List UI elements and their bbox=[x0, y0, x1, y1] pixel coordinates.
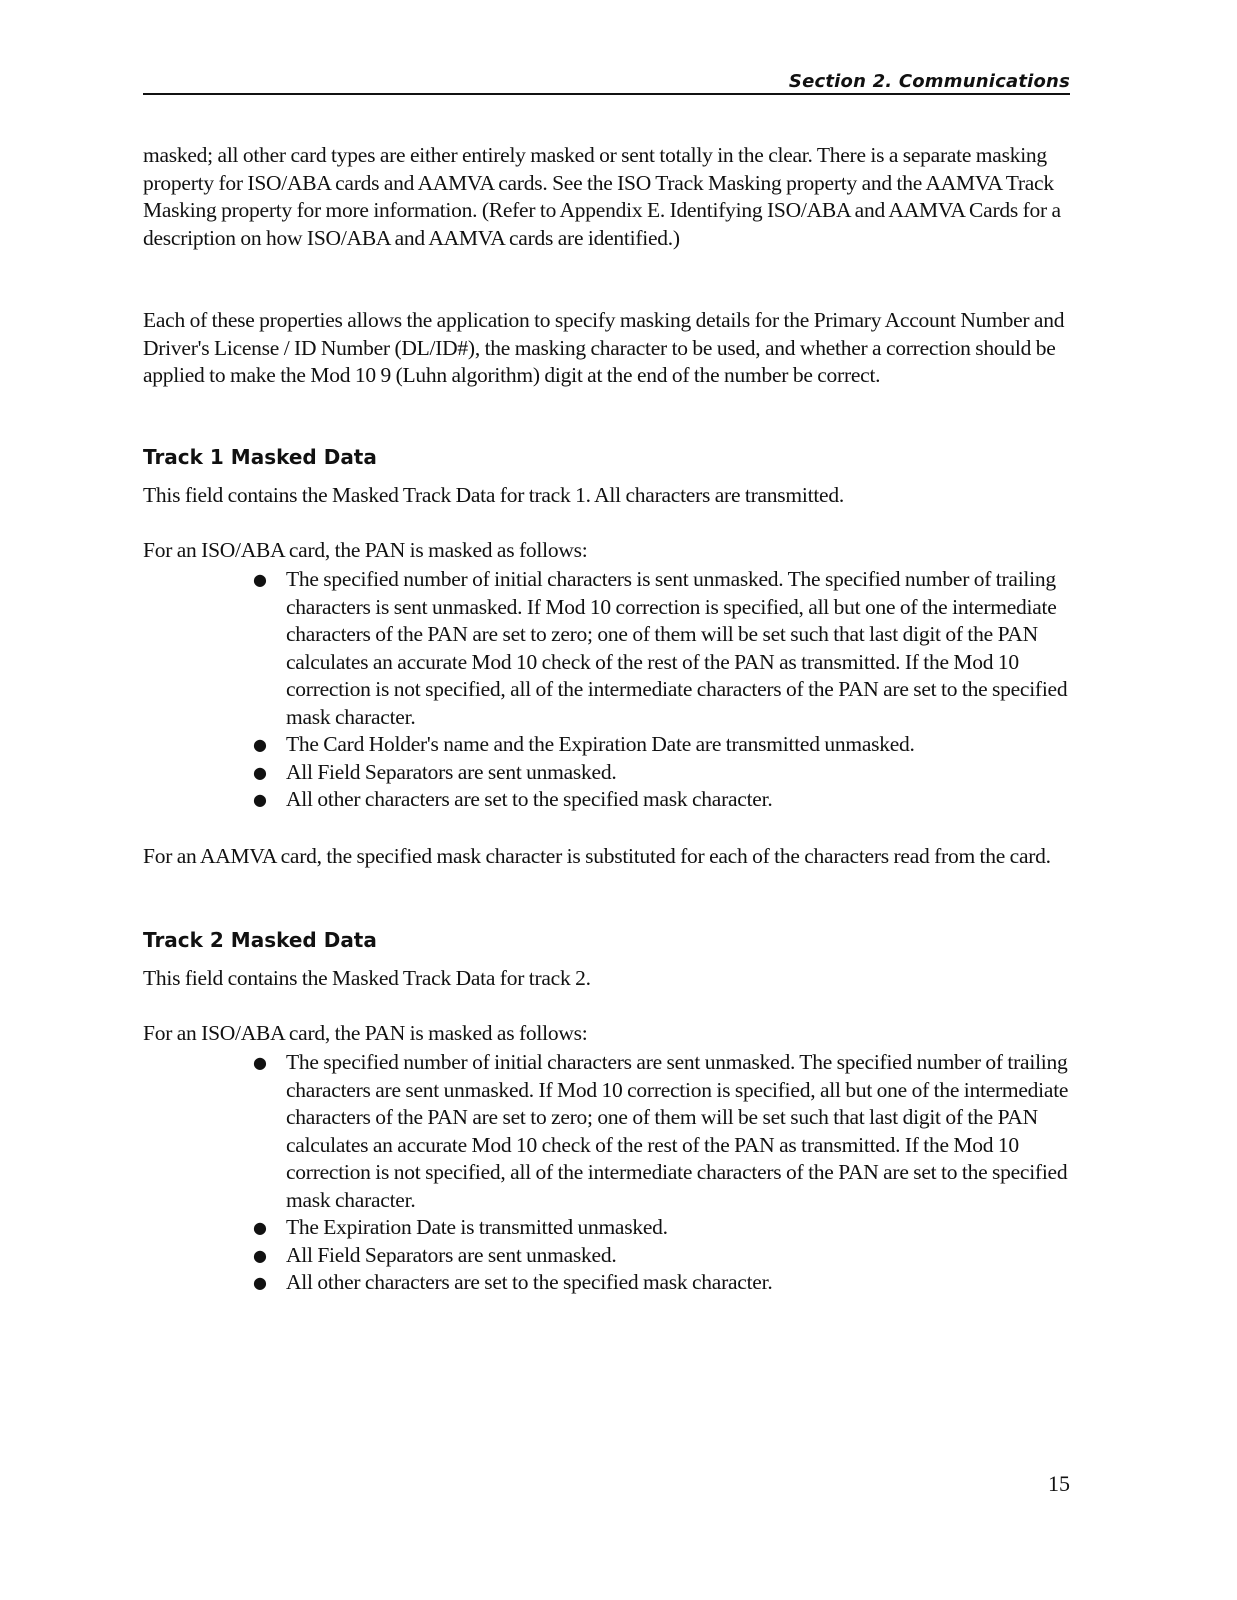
page-number: 15 bbox=[1048, 1471, 1070, 1496]
list-item bbox=[250, 731, 1072, 759]
list-item bbox=[250, 1214, 1072, 1242]
bullet-text: The Expiration Date is transmitted unmasked. bbox=[286, 1215, 668, 1239]
bullet-text: The specified number of initial characters are sent unmasked. The specified number of trailing characters are sent unmasked. If Mod 10 correction is specified, all but one of the intermediate characters of the PAN are set to zero; one of them will be set such that last digit of the PAN calculates an accurate Mod 10 check of the rest of the PAN as transmitted. If the Mod 10 correction is not specified, all of the intermediate characters of the PAN are set to the specified mask character. bbox=[286, 1050, 1069, 1212]
list-item bbox=[250, 786, 1072, 814]
track2-bullet-list bbox=[250, 1049, 1072, 1297]
track1-description: This field contains the Masked Track Data for track 1. All characters are transmitted. bbox=[143, 483, 844, 507]
list-item bbox=[250, 759, 1072, 787]
bullet-icon: ● bbox=[253, 735, 267, 754]
header-rule bbox=[143, 93, 1070, 95]
list-item bbox=[250, 1242, 1072, 1270]
track2-iso-intro: For an ISO/ABA card, the PAN is masked as follows: bbox=[143, 1021, 588, 1045]
bullet-text: The Card Holder's name and the Expiration Date are transmitted unmasked. bbox=[286, 732, 915, 756]
track2-heading: Track 2 Masked Data bbox=[143, 928, 377, 952]
track1-bullet-list bbox=[250, 566, 1072, 814]
list-item bbox=[250, 566, 1072, 731]
bullet-icon: ● bbox=[253, 1273, 267, 1292]
bullet-icon: ● bbox=[253, 1245, 267, 1265]
bullet-icon: ● bbox=[253, 762, 267, 782]
bullet-text: All other characters are set to the specified mask character. bbox=[286, 787, 773, 811]
track1-heading: Track 1 Masked Data bbox=[143, 445, 377, 469]
bullet-text: All Field Separators are sent unmasked. bbox=[286, 759, 617, 784]
list-item bbox=[250, 1269, 1072, 1297]
intro-paragraph-2: Each of these properties allows the application to specify masking details for the Primary Account Number and Driver's License / ID Number (DL/ID#), the masking character to be used, and whether a correction should be applied to make the Mod 10 9 (Luhn algorithm) digit at the end of the number be correct. bbox=[143, 308, 1065, 387]
running-header: Section 2. Communications bbox=[788, 71, 1070, 92]
track1-iso-intro: For an ISO/ABA card, the PAN is masked as follows: bbox=[143, 538, 588, 562]
track2-description: This field contains the Masked Track Data for track 2. bbox=[143, 966, 591, 990]
bullet-icon: ● bbox=[253, 1218, 267, 1237]
list-item bbox=[250, 1049, 1072, 1214]
bullet-text: All Field Separators are sent unmasked. bbox=[286, 1242, 617, 1267]
bullet-icon: ● bbox=[253, 1053, 267, 1072]
bullet-text: The specified number of initial characters is sent unmasked. The specified number of trailing characters is sent unmasked. If Mod 10 correction is specified, all but one of the intermediate characters of the PAN are set to zero; one of them will be set such that last digit of the PAN calculates an accurate Mod 10 check of the rest of the PAN as transmitted. If the Mod 10 correction is not specified, all of the intermediate characters of the PAN are set to the specified mask character. bbox=[286, 567, 1068, 729]
bullet-icon: ● bbox=[253, 790, 267, 809]
track1-aamva-note: For an AAMVA card, the specified mask character is substituted for each of the characters read from the card. bbox=[143, 844, 1051, 868]
bullet-icon: ● bbox=[253, 570, 267, 589]
intro-paragraph-1: masked; all other card types are either entirely masked or sent totally in the clear. There is a separate masking property for ISO/ABA cards and AAMVA cards. See the ISO Track Masking property and the AAMVA Track Masking property for more information. (Refer to Appendix E. Identifying ISO/ABA and AAMVA Cards for a description on how ISO/ABA and AAMVA cards are identified.) bbox=[143, 143, 1061, 250]
bullet-text: All other characters are set to the specified mask character. bbox=[286, 1270, 773, 1294]
